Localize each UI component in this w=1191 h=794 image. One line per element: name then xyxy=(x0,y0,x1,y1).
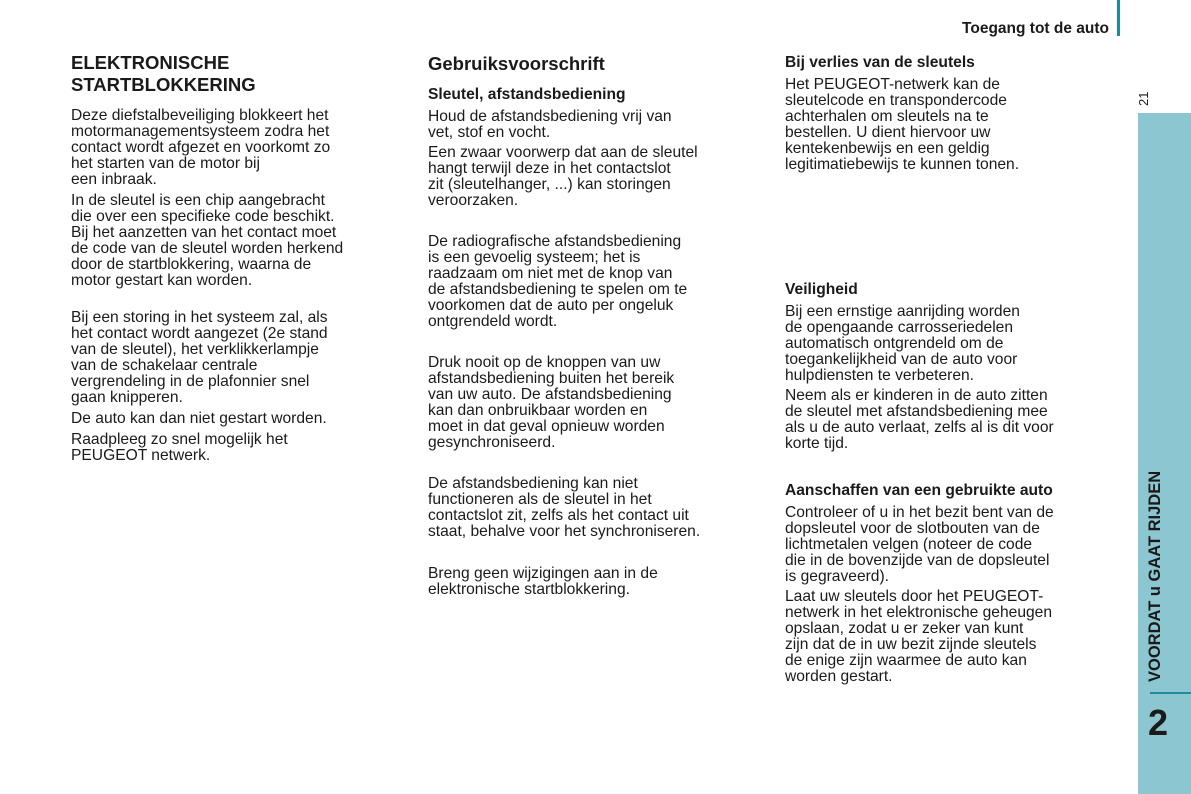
paragraph: Druk nooit op de knoppen van uw afstandsbediening buiten het bereik van uw auto. De afstandsbediening kan dan onbruikbaar worden en moet in dat geval opnieuw worden gesynchroniseerd. xyxy=(428,354,675,451)
chapter-divider xyxy=(1150,692,1191,694)
subheading: Sleutel, afstandsbediening xyxy=(428,86,626,103)
paragraph: De auto kan dan niet gestart worden. xyxy=(71,410,327,427)
chapter-title: VOORDAT u GAAT RIJDEN xyxy=(1146,470,1164,682)
paragraph: Breng geen wijzigingen aan in de elektronische startblokkering. xyxy=(428,565,658,598)
running-header: Toegang tot de auto xyxy=(962,20,1109,37)
page-number: 21 xyxy=(1136,91,1151,106)
paragraph: Neem als er kinderen in de auto zitten de sleutel met afstandsbediening mee als u de auto verlaat, zelfs al is dit voor korte tijd. xyxy=(785,387,1054,452)
paragraph: Raadpleeg zo snel mogelijk het PEUGEOT netwerk. xyxy=(71,431,288,464)
subheading: Veiligheid xyxy=(785,281,858,298)
header-divider xyxy=(1117,0,1120,36)
paragraph: Bij een ernstige aanrijding worden de opengaande carrosseriedelen automatisch ontgrendeld om de toegankelijkheid van de auto voor hulpdiensten te verbeteren. xyxy=(785,303,1020,384)
paragraph: Het PEUGEOT-netwerk kan de sleutelcode en transpondercode achterhalen om sleutels na te bestellen. U dient hiervoor uw kentekenbewijs en een geldig legitimatiebewijs te kunnen tonen. xyxy=(785,76,1020,173)
section-title: Gebruiksvoorschrift xyxy=(428,53,605,74)
paragraph: Houd de afstandsbediening vrij van vet, stof en vocht. xyxy=(428,108,672,141)
paragraph: In de sleutel is een chip aangebracht die over een specifieke code beschikt. Bij het aanzetten van het contact moet de code van de sleutel worden herkend door de startblokkering, waarna de motor gestart kan worden. xyxy=(71,192,344,289)
chapter-number: 2 xyxy=(1148,702,1169,743)
paragraph: De radiografische afstandsbediening is een gevoelig systeem; het is raadzaam om niet met de knop van de afstandsbediening te spelen om te voorkomen dat de auto per ongeluk ontgrendeld wordt. xyxy=(428,233,688,330)
subheading: Bij verlies van de sleutels xyxy=(785,54,975,71)
paragraph: Deze diefstalbeveiliging blokkeert het motormanagementsysteem zodra het contact wordt afgezet en voorkomt zo het starten van de motor bij een inbraak. xyxy=(71,107,331,188)
section-title: ELEKTRONISCHE STARTBLOKKERING xyxy=(71,52,256,95)
paragraph: De afstandsbediening kan niet functioneren als de sleutel in het contactslot zit, zelfs als het contact uit staat, behalve voor het synchroniseren. xyxy=(428,475,701,540)
subheading: Aanschaffen van een gebruikte auto xyxy=(785,482,1053,499)
paragraph: Een zwaar voorwerp dat aan de sleutel hangt terwijl deze in het contactslot zit (sleutelhanger, ...) kan storingen veroorzaken. xyxy=(428,144,698,209)
paragraph: Laat uw sleutels door het PEUGEOT- netwerk in het elektronische geheugen opslaan, zodat u er zeker van kunt zijn dat de in uw bezit zijnde sleutels de enige zijn waarmee de auto kan worden gestart. xyxy=(785,588,1053,685)
paragraph: Controleer of u in het bezit bent van de dopsleutel voor de slotbouten van de lichtmetalen velgen (noteer de code die in de bovenzijde van de dopsleutel is gegraveerd). xyxy=(785,504,1054,585)
paragraph: Bij een storing in het systeem zal, als het contact wordt aangezet (2e stand van de sleutel), het verklikkerlampje van de schakelaar centrale vergrendeling in de plafonnier snel gaan knipperen. xyxy=(71,309,328,406)
